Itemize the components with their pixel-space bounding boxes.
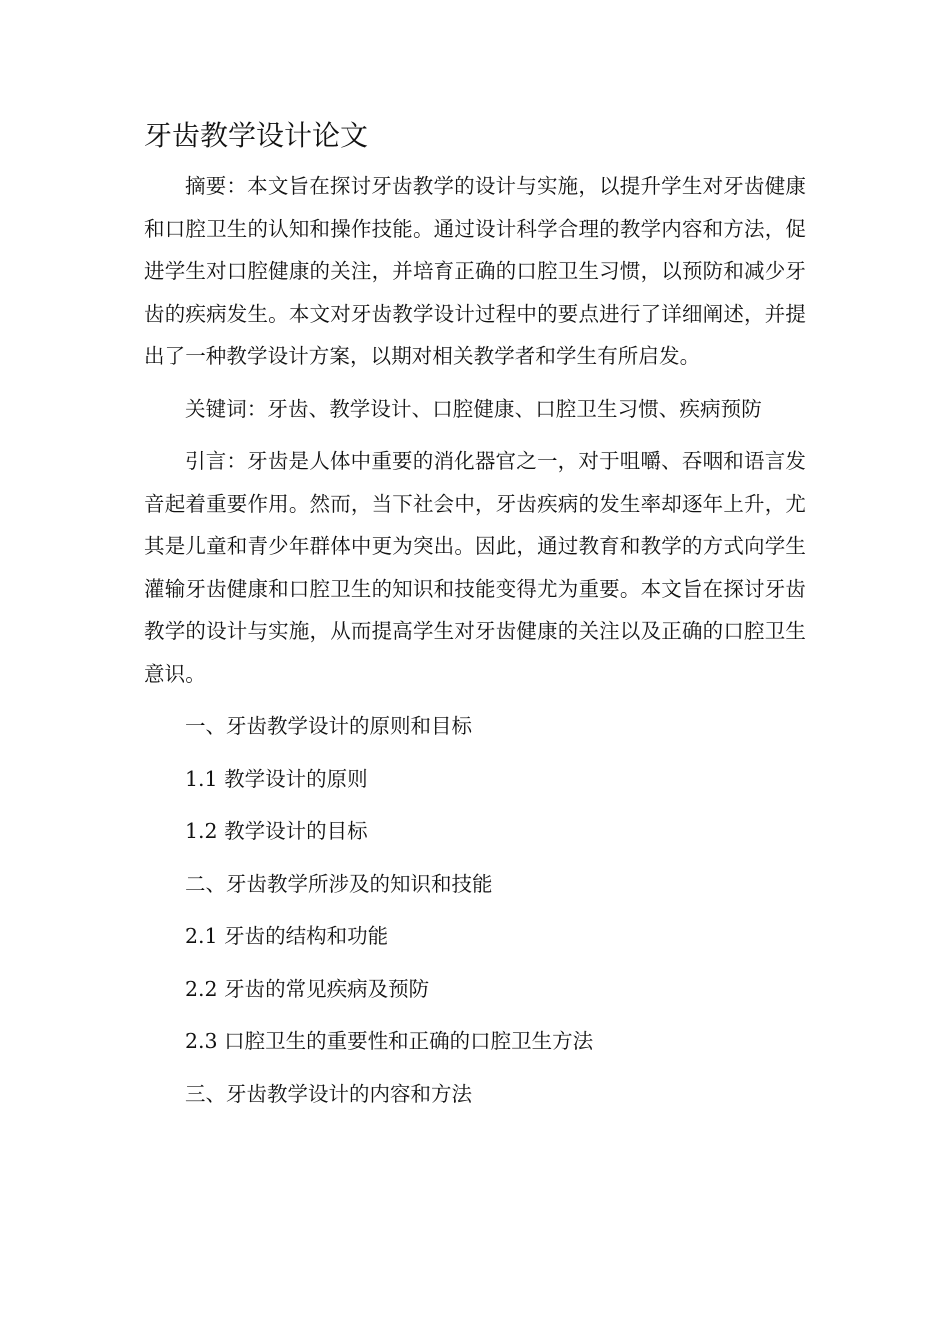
subsection-heading-2-3: 2.3 口腔卫生的重要性和正确的口腔卫生方法: [185, 1029, 594, 1053]
section-heading-3: 三、牙齿教学设计的内容和方法: [185, 1081, 472, 1106]
subsection-heading-2-1: 2.1 牙齿的结构和功能: [185, 924, 389, 948]
abstract-paragraph: 摘要：本文旨在探讨牙齿教学的设计与实施，以提升学生对牙齿健康和口腔卫生的认知和操作技能。通过设计科学合理的教学内容和方法，促进学生对口腔健康的关注，并培育正确的口腔卫生习惯，以预防和减少牙齿的疾病发生。本文对牙齿教学设计过程中的要点进行了详细阐述，并提出了一种教学设计方案，以期对相关教学者和学生有所启发。: [144, 174, 806, 368]
subsection-heading-1-2: 1.2 教学设计的目标: [185, 819, 368, 843]
keywords-paragraph: 关键词：牙齿、教学设计、口腔健康、口腔卫生习惯、疾病预防: [185, 396, 762, 421]
document-body: [144, 165, 806, 1125]
document-title: 牙齿教学设计论文: [144, 119, 369, 152]
section-heading-1: 一、牙齿教学设计的原则和目标: [185, 714, 472, 738]
introduction-paragraph: 引言：牙齿是人体中重要的消化器官之一，对于咀嚼、吞咽和语言发音起着重要作用。然而，当下社会中，牙齿疾病的发生率却逐年上升，尤其是儿童和青少年群体中更为突出。因此，通过教育和教学的方式向学生灌输牙齿健康和口腔卫生的知识和技能变得尤为重要。本文旨在探讨牙齿教学的设计与实施，从而提高学生对牙齿健康的关注以及正确的口腔卫生意识。: [144, 449, 806, 686]
subsection-heading-2-2: 2.2 牙齿的常见疾病及预防: [185, 976, 430, 1001]
section-heading-2: 二、牙齿教学所涉及的知识和技能: [185, 871, 493, 896]
subsection-heading-1-1: 1.1 教学设计的原则: [185, 766, 368, 791]
